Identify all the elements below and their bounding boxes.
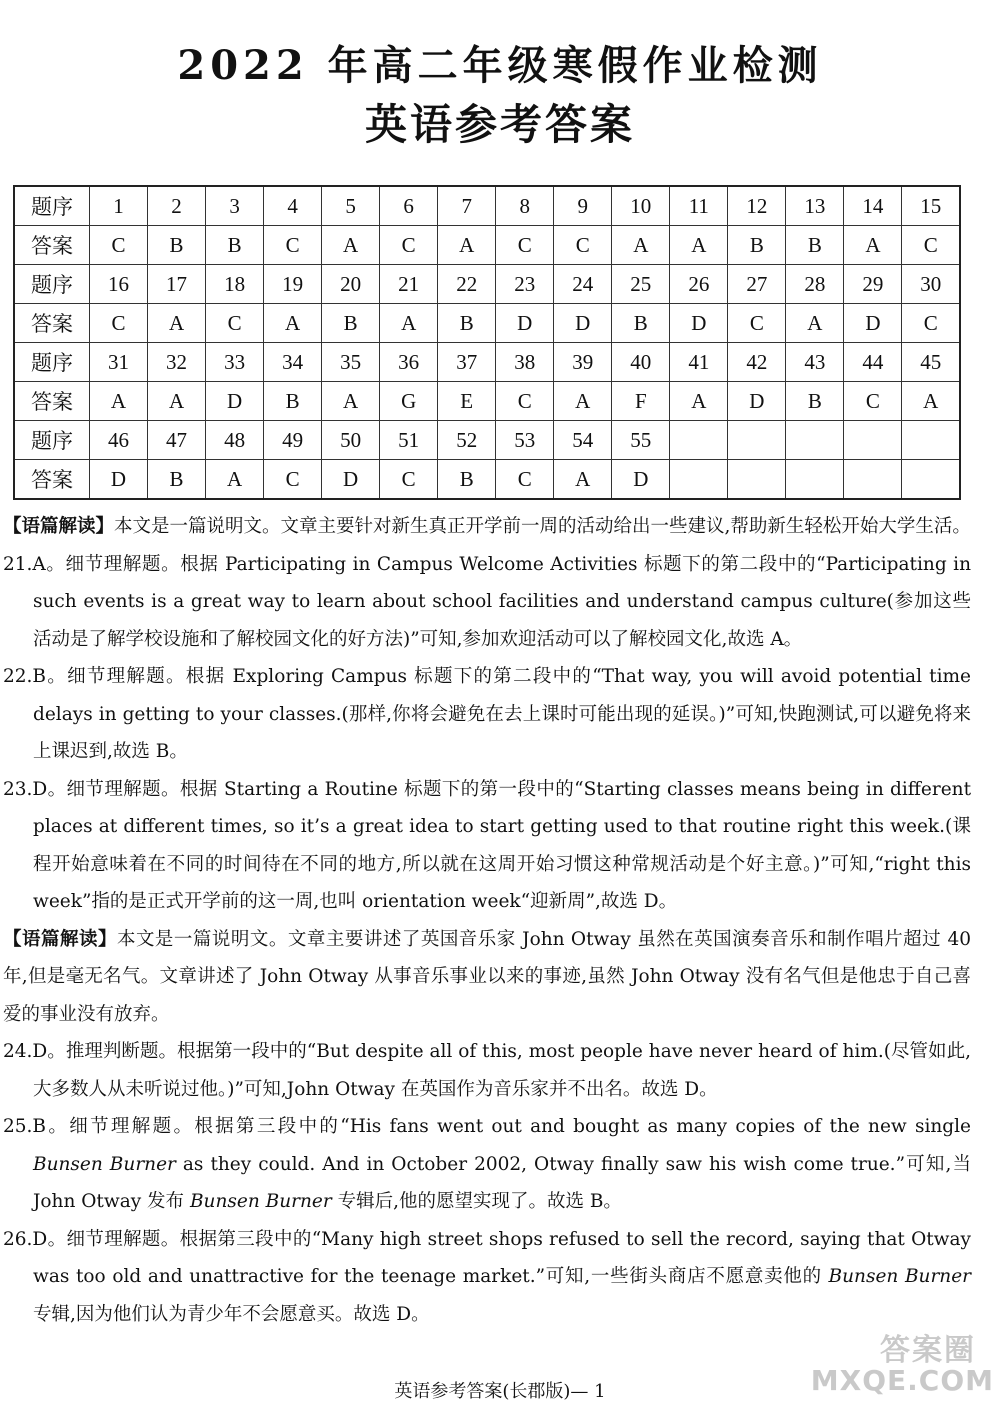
answer-24: 24.D。推理判断题。根据第一段中的“But despite all of this, most people have never heard of him.(尽管如此,大多数人从未听说过他。)”可知,John Otway 在英国作为音乐家并不出名。故选 D。 — [3, 1041, 971, 1100]
answer-cell: D — [612, 460, 670, 500]
question-number-cell: 43 — [786, 343, 844, 382]
answer-cell: C — [380, 460, 438, 500]
page-footer: 英语参考答案(长郡版)— 1 — [394, 1381, 606, 1402]
passage-2-summary — [3, 921, 971, 1034]
answer-cell: C — [844, 382, 902, 421]
answer-26-part: 专辑,因为他们认为青少年不会愿意买。故选 D。 — [33, 1303, 430, 1325]
answer-row — [14, 460, 960, 500]
question-number-cell: 16 — [90, 265, 148, 304]
answer-cell: A — [844, 226, 902, 265]
answer-cell — [844, 460, 902, 500]
answer-cell: A — [612, 226, 670, 265]
question-number-cell: 36 — [380, 343, 438, 382]
row-label: 答案 — [14, 226, 90, 265]
question-number-cell: 20 — [322, 265, 380, 304]
answer-cell: B — [612, 304, 670, 343]
question-number-cell: 32 — [148, 343, 206, 382]
question-number-row — [14, 186, 960, 226]
watermark — [810, 1325, 994, 1397]
answer-cell — [728, 460, 786, 500]
question-number-cell: 44 — [844, 343, 902, 382]
question-number-cell — [902, 421, 960, 460]
answer-cell: C — [264, 460, 322, 500]
answer-cell: A — [902, 382, 960, 421]
answer-cell — [902, 460, 960, 500]
question-number-cell: 37 — [438, 343, 496, 382]
question-number-cell — [786, 421, 844, 460]
answer-cell: D — [206, 382, 264, 421]
answer-cell: C — [554, 226, 612, 265]
answer-row — [14, 304, 960, 343]
row-label: 题序 — [14, 421, 90, 460]
watermark-site: MXQE.COM — [810, 1364, 994, 1397]
question-number-cell — [670, 421, 728, 460]
watermark-logo: 答案圈 — [880, 1333, 976, 1368]
question-number-cell: 5 — [322, 186, 380, 226]
answer-26-part: 26.D。细节理解题。根据第三段中的“Many high street shops refused to sell the record, saying that Otway was too old and unattractive for the teenage market.”可知,一些街头商店不愿意卖他的 — [3, 1228, 971, 1287]
answer-cell: B — [148, 460, 206, 500]
answer-row — [14, 226, 960, 265]
question-number-cell: 45 — [902, 343, 960, 382]
answer-cell — [670, 460, 728, 500]
question-number-cell: 14 — [844, 186, 902, 226]
answer-25 — [3, 1108, 971, 1221]
answer-cell: C — [90, 226, 148, 265]
question-number-row — [14, 265, 960, 304]
page-title: 2022 年高二年级寒假作业检测 — [177, 42, 823, 89]
answer-cell: D — [554, 304, 612, 343]
row-label: 答案 — [14, 382, 90, 421]
answer-cell: F — [612, 382, 670, 421]
question-number-cell: 34 — [264, 343, 322, 382]
answer-25-part: 25.B。细节理解题。根据第三段中的“His fans went out and bought as many copies of the new single — [3, 1116, 971, 1137]
answer-cell: A — [90, 382, 148, 421]
row-label: 题序 — [14, 265, 90, 304]
question-number-cell: 7 — [438, 186, 496, 226]
question-number-cell: 51 — [380, 421, 438, 460]
answer-cell: C — [902, 304, 960, 343]
passage-1-text: 本文是一篇说明文。文章主要针对新生真正开学前一周的活动给出一些建议,帮助新生轻松开始大学生活。 — [114, 516, 971, 537]
question-number-cell: 19 — [264, 265, 322, 304]
question-number-cell: 23 — [496, 265, 554, 304]
question-number-cell: 29 — [844, 265, 902, 304]
question-number-cell: 31 — [90, 343, 148, 382]
answer-cell: D — [322, 460, 380, 500]
answer-cell: A — [438, 226, 496, 265]
question-number-cell: 38 — [496, 343, 554, 382]
answer-table — [13, 185, 961, 500]
answer-21: 21.A。细节理解题。根据 Participating in Campus Welcome Activities 标题下的第二段中的“Participating in such events is a great way to learn about school facilities and understand campus culture(参加这些活动是了解学校设施和了解校园文化的好方法)”可知,参加欢迎活动可以了解校园文化,故选 A。 — [3, 553, 971, 650]
answer-cell: A — [148, 382, 206, 421]
answer-cell: C — [206, 304, 264, 343]
answer-cell: C — [496, 226, 554, 265]
answer-cell: E — [438, 382, 496, 421]
question-number-cell: 26 — [670, 265, 728, 304]
question-number-cell: 15 — [902, 186, 960, 226]
answer-cell — [786, 460, 844, 500]
answer-cell: D — [670, 304, 728, 343]
question-number-cell: 40 — [612, 343, 670, 382]
question-number-cell: 48 — [206, 421, 264, 460]
answer-cell: C — [728, 304, 786, 343]
answer-cell: C — [90, 304, 148, 343]
question-number-cell: 17 — [148, 265, 206, 304]
question-number-cell: 25 — [612, 265, 670, 304]
answer-25-part: 专辑后,他的愿望实现了。故选 B。 — [331, 1191, 622, 1212]
answer-cell: B — [438, 304, 496, 343]
question-number-cell: 28 — [786, 265, 844, 304]
answer-23: 23.D。细节理解题。根据 Starting a Routine 标题下的第一段中的“Starting classes means being in different places at different times, so it’s a great idea to start getting used to that routine right this week.(课程开始意味着在不同的时间待在不同的地方,所以就在这周开始习惯这种常规活动是个好主意。)”可知,“right this week”指的是正式开学前的这一周,也叫 orientation week“迎新周”,故选 D。 — [3, 778, 971, 912]
answer-cell: A — [264, 304, 322, 343]
question-number-cell: 53 — [496, 421, 554, 460]
row-label: 答案 — [14, 460, 90, 500]
question-number-cell — [844, 421, 902, 460]
song-title: Bunsen Burner — [828, 1266, 972, 1287]
question-number-cell: 33 — [206, 343, 264, 382]
answer-cell: C — [264, 226, 322, 265]
answer-cell: A — [554, 382, 612, 421]
answer-cell: D — [90, 460, 148, 500]
question-number-cell: 9 — [554, 186, 612, 226]
answer-cell: B — [786, 226, 844, 265]
answer-cell: A — [670, 226, 728, 265]
question-number-cell: 52 — [438, 421, 496, 460]
question-number-cell: 49 — [264, 421, 322, 460]
passage-2-heading: 【语篇解读】 — [3, 928, 117, 950]
question-number-cell: 50 — [322, 421, 380, 460]
question-number-cell: 6 — [380, 186, 438, 226]
question-number-cell: 47 — [148, 421, 206, 460]
answer-cell: C — [380, 226, 438, 265]
question-number-row — [14, 343, 960, 382]
question-number-cell: 12 — [728, 186, 786, 226]
question-number-cell: 55 — [612, 421, 670, 460]
answer-cell: C — [496, 460, 554, 500]
question-number-cell: 30 — [902, 265, 960, 304]
answer-cell: A — [554, 460, 612, 500]
song-title: Bunsen Burner — [189, 1191, 332, 1212]
answer-25-part: as they could. And in October 2002, Otway finally saw his wish come true.”可知,当 John Otway 发布 — [33, 1153, 971, 1212]
answer-cell: B — [264, 382, 322, 421]
answer-cell: A — [322, 226, 380, 265]
answer-26 — [3, 1221, 971, 1334]
question-number-cell: 46 — [90, 421, 148, 460]
answer-cell: B — [206, 226, 264, 265]
question-number-cell: 3 — [206, 186, 264, 226]
answer-cell: A — [380, 304, 438, 343]
answer-cell: A — [206, 460, 264, 500]
answer-cell: C — [902, 226, 960, 265]
answer-cell: D — [844, 304, 902, 343]
question-number-cell: 11 — [670, 186, 728, 226]
question-number-cell: 39 — [554, 343, 612, 382]
answer-cell: A — [670, 382, 728, 421]
answer-cell: A — [322, 382, 380, 421]
answer-cell: C — [496, 382, 554, 421]
question-number-cell: 41 — [670, 343, 728, 382]
passage-1-heading: 【语篇解读】 — [3, 516, 115, 537]
question-number-cell: 4 — [264, 186, 322, 226]
answer-row — [14, 382, 960, 421]
song-title: Bunsen Burner — [33, 1153, 176, 1175]
question-number-cell: 42 — [728, 343, 786, 382]
answer-cell: B — [322, 304, 380, 343]
row-label: 题序 — [14, 186, 90, 226]
answer-cell: D — [728, 382, 786, 421]
page-subtitle: 英语参考答案 — [364, 100, 635, 149]
answer-22: 22.B。细节理解题。根据 Exploring Campus 标题下的第二段中的“That way, you will avoid potential time delays in getting to your classes.(那样,你将会避免在去上课时可能出现的延误。)”可知,快跑测试,可以避免将来上课迟到,故选 B。 — [3, 666, 971, 762]
question-number-cell: 18 — [206, 265, 264, 304]
question-number-cell: 1 — [90, 186, 148, 226]
passage-2-text: 本文是一篇说明文。文章主要讲述了英国音乐家 John Otway 虽然在英国演奏音乐和制作唱片超过 40 年,但是毫无名气。文章讲述了 John Otway 从事音乐事业以来的事迹,虽然 John Otway 没有名气但是他忠于自己喜爱的事业没有放弃。 — [3, 928, 971, 1025]
answer-cell: B — [438, 460, 496, 500]
question-number-cell: 13 — [786, 186, 844, 226]
answer-cell: B — [148, 226, 206, 265]
passage-1-summary — [3, 508, 971, 546]
row-label: 答案 — [14, 304, 90, 343]
answer-cell: G — [380, 382, 438, 421]
question-number-cell: 8 — [496, 186, 554, 226]
question-number-cell: 54 — [554, 421, 612, 460]
answer-cell: D — [496, 304, 554, 343]
answer-cell: A — [786, 304, 844, 343]
question-number-cell: 24 — [554, 265, 612, 304]
answer-cell: A — [148, 304, 206, 343]
question-number-cell: 2 — [148, 186, 206, 226]
question-number-cell: 10 — [612, 186, 670, 226]
answer-cell: B — [786, 382, 844, 421]
question-number-row — [14, 421, 960, 460]
question-number-cell: 27 — [728, 265, 786, 304]
answer-cell: B — [728, 226, 786, 265]
question-number-cell — [728, 421, 786, 460]
question-number-cell: 22 — [438, 265, 496, 304]
question-number-cell: 21 — [380, 265, 438, 304]
question-number-cell: 35 — [322, 343, 380, 382]
row-label: 题序 — [14, 343, 90, 382]
explanations — [3, 508, 971, 1333]
